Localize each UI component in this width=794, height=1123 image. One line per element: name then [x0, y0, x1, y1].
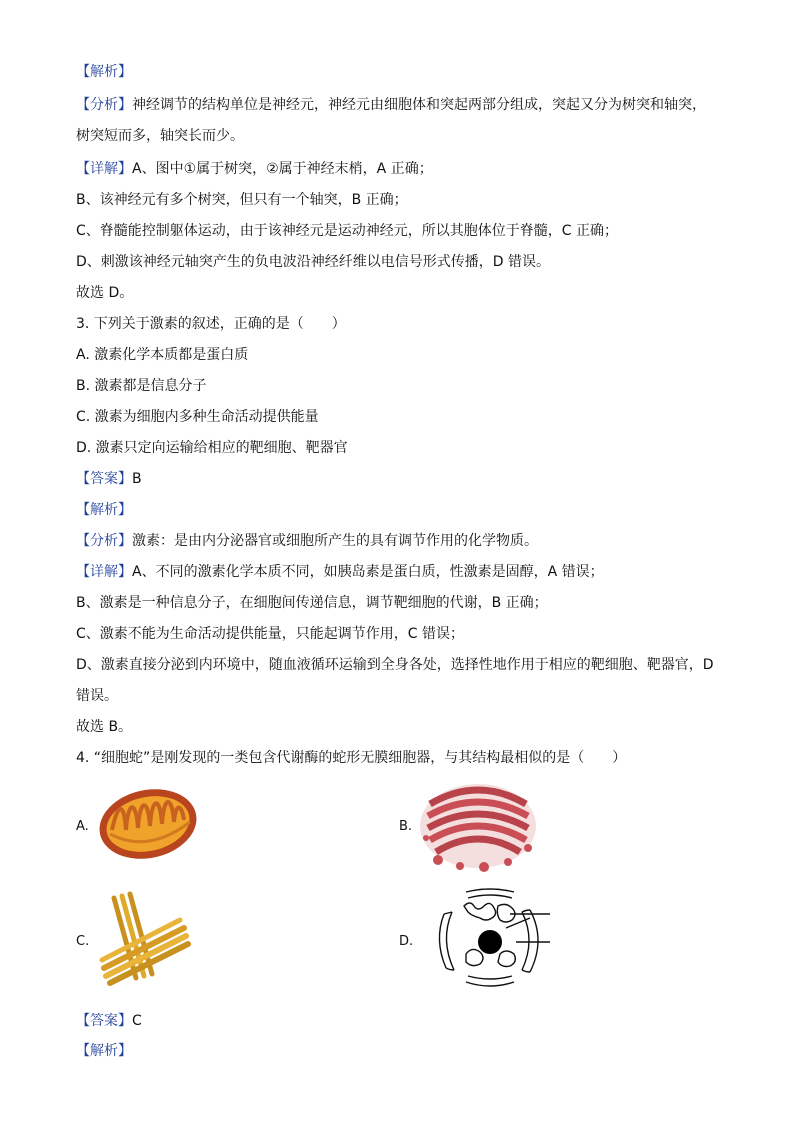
text-line: 【分析】激素：是由内分泌器官或细胞所产生的具有调节作用的化学物质。: [76, 533, 538, 549]
option-a: A. 激素化学本质都是蛋白质: [76, 347, 249, 363]
text-line: 故选 D。: [76, 285, 134, 301]
option-b: B. 激素都是信息分子: [76, 378, 207, 394]
option-d: D. 激素只定向运输给相应的靶细胞、靶器官: [76, 440, 348, 456]
option-b-label: B.: [399, 819, 413, 834]
text-line: 树突短而多，轴突长而少。: [76, 128, 244, 144]
text-line: B、该神经元有多个树突，但只有一个轴突，B 正确；: [76, 192, 408, 208]
text-line: 故选 B。: [76, 719, 133, 735]
text-line: 错误。: [76, 688, 118, 704]
question-stem: 3. 下列关于激素的叙述，正确的是（ ）: [76, 316, 346, 332]
golgi-apparatus-image: [418, 774, 538, 872]
microtubule-bundle-image: [96, 888, 192, 988]
text-line: 【解析】: [76, 64, 132, 80]
option-a-label: A.: [76, 819, 89, 834]
text-line: 【解析】: [76, 1043, 132, 1059]
text-line: 【详解】A、不同的激素化学本质不同，如胰岛素是蛋白质，性激素是固醇，A 错误；: [76, 564, 604, 580]
text-line: C、脊髓能控制躯体运动，由于该神经元是运动神经元，所以其胞体位于脊髓，C 正确；: [76, 223, 618, 239]
option-c-label: C.: [76, 934, 90, 949]
text-line: D、刺激该神经元轴突产生的负电波沿神经纤维以电信号形式传播，D 错误。: [76, 254, 551, 270]
text-line: 【详解】A、图中①属于树突，②属于神经末梢，A 正确；: [76, 161, 433, 177]
question-stem: 4. “细胞蛇”是刚发现的一类包含代谢酶的蛇形无膜细胞器，与其结构最相似的是（ ）: [76, 750, 627, 766]
answer-line: 【答案】C: [76, 1013, 142, 1029]
text-line: B、激素是一种信息分子，在细胞间传递信息，调节靶细胞的代谢，B 正确；: [76, 595, 548, 611]
cell-structure-diagram: [426, 884, 554, 996]
answer-line: 【答案】B: [76, 471, 142, 487]
option-d-label: D.: [399, 934, 414, 949]
text-line: 【解析】: [76, 502, 132, 518]
mitochondrion-image: [96, 782, 200, 864]
option-c: C. 激素为细胞内多种生命活动提供能量: [76, 409, 319, 425]
text-line: 【分析】神经调节的结构单位是神经元，神经元由细胞体和突起两部分组成，突起又分为树突和轴突，: [76, 97, 706, 113]
text-line: D、激素直接分泌到内环境中，随血液循环运输到全身各处，选择性地作用于相应的靶细胞、靶器官，D: [76, 657, 714, 673]
text-line: C、激素不能为生命活动提供能量，只能起调节作用，C 错误；: [76, 626, 464, 642]
